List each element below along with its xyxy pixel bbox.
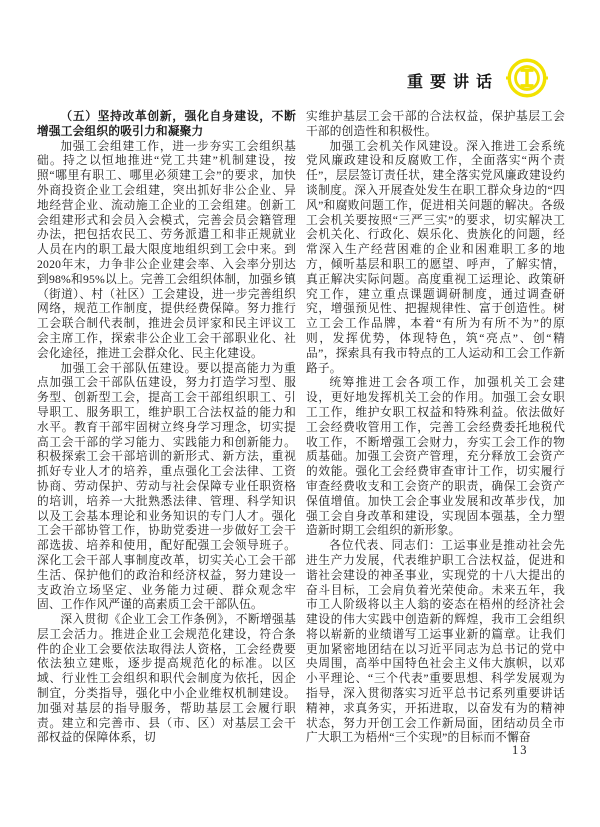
paragraph: 各位代表、同志们：工运事业是推动社会先进生产力发展，代表维护职工合法权益，促进和谐社会建设的神圣事业，实现党的十八大提出的奋斗目标，工会肩负着光荣使命。未来五年，我市工人阶级将以主人翁的姿态在梧州的经济社会建设的伟大实践中创造新的辉煌，我市工会组织将以崭新的业绩谱写工运事业新的篇章。让我们更加紧密地团结在以习近平同志为总书记的党中央周围，高举中国特色社会主义伟大旗帜，以邓小平理论、“三个代表”重要思想、科学发展观为指导，深入贯彻落实习近平总书记系列重要讲话精神，求真务实，开拓进取，以奋发有为的精神状态，努力开创工会工作新局面，团结动员全市广大职工为梧州“三个实现”的目标而不懈奋: [306, 539, 565, 745]
paragraph-heading: （五）坚持改革创新，强化自身建设，不断增强工会组织的吸引力和凝聚力: [37, 110, 296, 138]
paragraph: 深入贯彻《企业工会工作条例》，不断增强基层工会活力。推进企业工会规范化建设，符合条件的企业工会要依法取得法人资格，工会经费要依法独立建账，逐步提高规范化的标准。以区域、行业性工会组织和职代会制度为依托，因企制宜，分类指导，强化中小企业维权机制建设。加强对基层的指导服务，帮助基层工会履行职责。建立和完善市、县（市、区）对基层工会干部权益的保障体系，切: [37, 613, 296, 745]
paragraph: 加强工会机关作风建设。深入推进工会系统党风廉政建设和反腐败工作，全面落实“两个责任”，层层签订责任状，建全落实党风廉政建设约谈制度。深入开展查处发生在职工群众身边的“四风”和腐败问题工作，促进相关问题的解决。各级工会机关要按照“三严三实”的要求，切实解决工会机关化、行政化、娱乐化、贵族化的问题，经常深入生产经营困难的企业和困难职工多的地方，倾听基层和职工的愿望、呼声，了解实情，真正解决实际问题。高度重视工运理论、政策研究工作，建立重点课题调研制度，通过调查研究，增强预见性、把握规律性、富于创造性。树立工会工作品牌，本着“有所为有所不为”的原则，发挥优势，体现特色，筑“亮点”、创“精品”，探索具有我市特点的工人运动和工会工作新路子。: [306, 139, 565, 375]
page-header: [407, 57, 548, 99]
section-title: 重要讲话: [406, 71, 499, 91]
paragraph: 加强工会干部队伍建设。要以提高能力为重点加强工会干部队伍建设，努力打造学习型、服务型、创新型工会，提高工会干部组织职工、引导职工、服务职工，维护职工合法权益的能力和水平。教育干部牢固树立终身学习理念，切实提高工会干部的学习能力、实践能力和创新能力。积极探索工会干部培训的新形式、新方法，重视抓好专业人才的培养，重点强化工会法律、工资协商、劳动保护、劳动与社会保障专业任职资格的培训，培养一大批熟悉法律、管理、科学知识以及工会基本理论和业务知识的专门人才。强化工会干部协管工作，协助党委进一步做好工会干部选拔、培养和使用，配好配强工会领导班子。深化工会干部人事制度改革，切实关心工会干部生活、保护他们的政治和经济权益，努力建设一支政治立场坚定、业务能力过硬、群众观念牢固、工作作风严谨的高素质工会干部队伍。: [37, 361, 296, 612]
page-number: 13: [512, 743, 529, 757]
column-left: [37, 110, 296, 746]
article-body: [37, 110, 565, 746]
paragraph: 统筹推进工会各项工作，加强机关工会建设，更好地发挥机关工会的作用。加强工会女职工工作，维护女职工权益和特殊利益。依法做好工会经费收管用工作，完善工会经费委托地税代收工作，不断增强工会财力，夯实工会工作的物质基础。加强工会资产管理，充分释放工会资产的效能。强化工会经费审查审计工作，切实履行审查经费收支和工会资产的职责，确保工会资产保值增值。加快工会企事业发展和改革步伐，加强工会自身改革和建设，实现固本强基，全力塑造新时期工会组织的新形象。: [306, 376, 565, 538]
column-right: [306, 110, 565, 746]
trade-union-emblem-icon: [506, 57, 548, 99]
paragraph: 加强工会组建工作，进一步夯实工会组织基础。持之以恒地推进“党工共建”机制建设，按照“哪里有职工、哪里必须建工会”的要求，加快外商投资企业工会组建，突出抓好非公企业、异地经营企业、流动施工企业的工会组建。创新工会组建形式和会员入会模式，完善会员会籍管理办法，把包括农民工、劳务派遣工和非正规就业人员在内的职工最大限度地组织到工会中来。到2020年末，力争非公企业建会率、入会率分别达到98%和95%以上。完善工会组织体制，加强乡镇（街道）、村（社区）工会建设，进一步完善组织网络，规范工作制度，提供经费保障。努力推行工会联合制代表制，推进会员评家和民主评议工会主席工作，探索非公企业工会干部职业化、社会化途径，推进工会群众化、民主化建设。: [37, 139, 296, 360]
paragraph-continuation: 实维护基层工会干部的合法权益，保护基层工会干部的创造性和积极性。: [306, 110, 565, 138]
